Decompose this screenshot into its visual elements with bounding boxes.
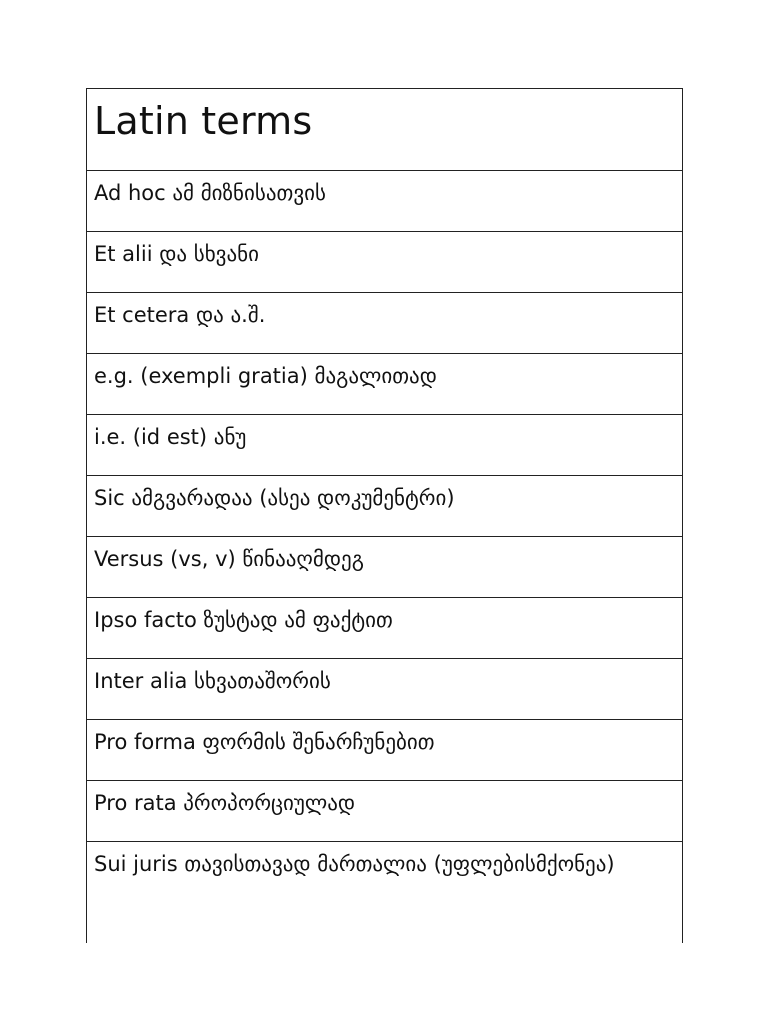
- table-row: e.g. (exempli gratia) მაგალითად: [87, 354, 682, 415]
- table-row: Ipso facto ზუსტად ამ ფაქტით: [87, 598, 682, 659]
- table-row: Versus (vs, v) წინააღმდეგ: [87, 537, 682, 598]
- table-row: Sic ამგვარადაა (ასეა დოკუმენტრი): [87, 476, 682, 537]
- table-row: Sui juris თავისთავად მართალია (უფლებისმქონეა): [94, 852, 615, 876]
- table-row: Pro forma ფორმის შენარჩუნებით: [87, 720, 682, 781]
- table-row: Pro rata პროპორციულად: [87, 781, 682, 842]
- table-row: i.e. (id est) ანუ: [87, 415, 682, 476]
- table-row: Et cetera და ა.შ.: [87, 293, 682, 354]
- latin-terms-table: [86, 88, 683, 943]
- table-row: Ad hoc ამ მიზნისათვის: [87, 171, 682, 232]
- table-title: Latin terms: [87, 89, 682, 171]
- table-row: Inter alia სხვათაშორის: [87, 659, 682, 720]
- table-row: Et alii და სხვანი: [87, 232, 682, 293]
